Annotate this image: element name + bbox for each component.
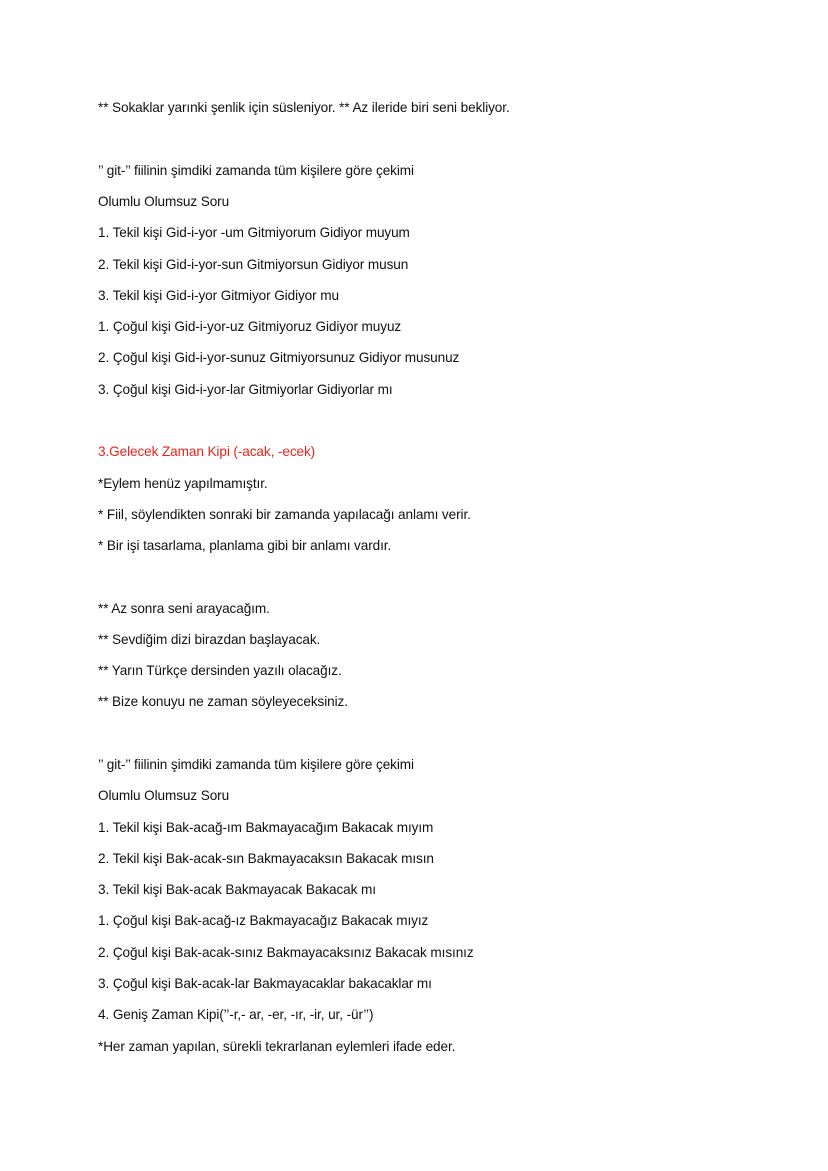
conjugation-row: 3. Çoğul kişi Gid-i-yor-lar Gitmiyorlar Gidiyorlar mı [98,382,393,397]
conjugation-row: 2. Tekil kişi Bak-acak-sın Bakmayacaksın Bakacak mısın [98,851,434,866]
rule-bullet: * Fiil, söylendikten sonraki bir zamanda yapılacağı anlamı verir. [98,507,471,522]
conjugation-row: 2. Çoğul kişi Gid-i-yor-sunuz Gitmiyorsunuz Gidiyor musunuz [98,350,460,365]
conjugation-title-present: ’’ git-’’ fiilinin şimdiki zamanda tüm kişilere göre çekimi [98,163,414,178]
rule-bullet: *Eylem henüz yapılmamıştır. [98,476,268,491]
conjugation-row: 3. Tekil kişi Gid-i-yor Gitmiyor Gidiyor mu [98,288,339,303]
example-sentence: ** Sevdiğim dizi birazdan başlayacak. [98,632,321,647]
conjugation-row: 2. Tekil kişi Gid-i-yor-sun Gitmiyorsun Gidiyor musun [98,257,409,272]
conjugation-row: 1. Tekil kişi Bak-acağ-ım Bakmayacağım Bakacak mıyım [98,820,434,835]
conjugation-row: 3. Çoğul kişi Bak-acak-lar Bakmayacaklar bakacaklar mı [98,976,432,991]
example-sentence: ** Yarın Türkçe dersinden yazılı olacağız. [98,663,342,678]
conjugation-columns-header: Olumlu Olumsuz Soru [98,194,230,209]
conjugation-columns-header: Olumlu Olumsuz Soru [98,788,230,803]
example-sentence: ** Az sonra seni arayacağım. [98,601,270,616]
example-sentence: ** Bize konuyu ne zaman söyleyeceksiniz. [98,694,348,709]
example-sentence-festival: ** Sokaklar yarınki şenlik için süsleniyor. ** Az ileride biri seni bekliyor. [98,100,510,115]
conjugation-row: 1. Tekil kişi Gid-i-yor -um Gitmiyorum Gidiyor muyum [98,225,410,240]
rule-bullet: * Bir işi tasarlama, planlama gibi bir anlamı vardır. [98,538,392,553]
section-heading-aorist: 4. Geniş Zaman Kipi(’’-r,- ar, -er, -ır, -ir, ur, -ür’’) [98,1007,374,1022]
rule-bullet: *Her zaman yapılan, sürekli tekrarlanan eylemleri ifade eder. [98,1039,456,1054]
conjugation-row: 1. Çoğul kişi Gid-i-yor-uz Gitmiyoruz Gidiyor muyuz [98,319,402,334]
conjugation-row: 3. Tekil kişi Bak-acak Bakmayacak Bakacak mı [98,882,376,897]
conjugation-title-future: ’’ git-’’ fiilinin şimdiki zamanda tüm kişilere göre çekimi [98,757,414,772]
conjugation-row: 2. Çoğul kişi Bak-acak-sınız Bakmayacaksınız Bakacak mısınız [98,945,474,960]
section-heading-future-tense: 3.Gelecek Zaman Kipi (-acak, -ecek) [98,444,316,459]
conjugation-row: 1. Çoğul kişi Bak-acağ-ız Bakmayacağız Bakacak mıyız [98,913,429,928]
